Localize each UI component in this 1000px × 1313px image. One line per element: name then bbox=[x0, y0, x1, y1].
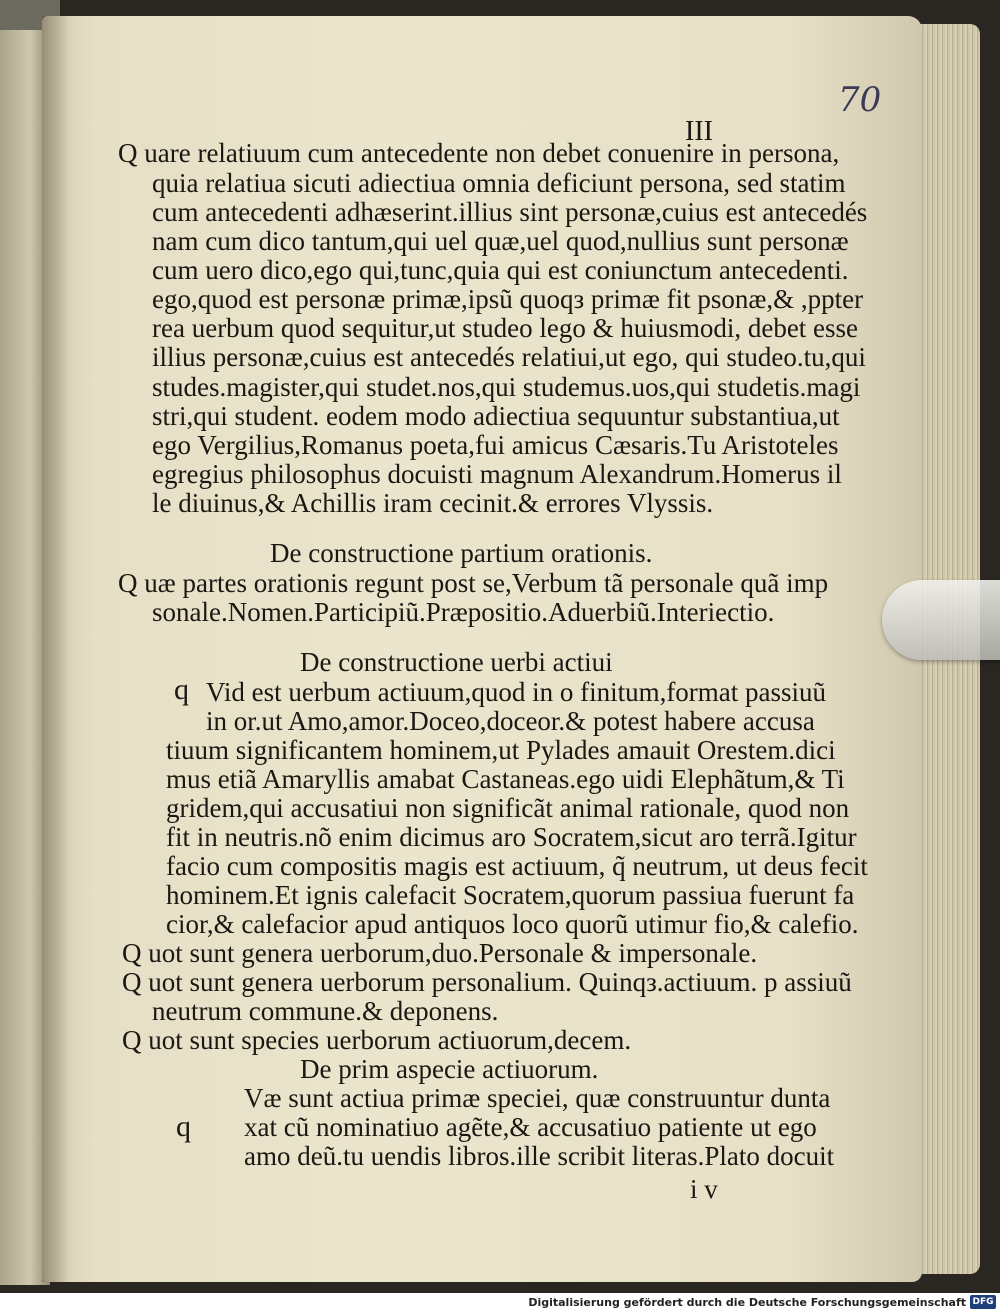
text-line: fit in neutris.nõ enim dicimus aro Socratem,sicut aro terrã.Igitur bbox=[166, 822, 857, 852]
text-line: Væ sunt actiua primæ speciei, quæ construuntur dunta bbox=[244, 1083, 831, 1113]
page-gutter-shadow bbox=[42, 16, 70, 1282]
text-line: egregius philosophus docuisti magnum Alexandrum.Homerus il bbox=[152, 459, 842, 489]
footer-bar bbox=[0, 1293, 1000, 1313]
section-heading: De prim aspecie actiuorum. bbox=[300, 1054, 599, 1084]
text-line: Q uæ partes orationis regunt post se,Verbum tã personale quã imp bbox=[118, 568, 829, 598]
text-line: tiuum significantem hominem,ut Pylades amauit Orestem.dici bbox=[166, 735, 836, 765]
manuscript-page-number: 70 bbox=[838, 80, 882, 120]
text-line: stri,qui student. eodem modo adiectiua sequuntur substantiua,ut bbox=[152, 401, 840, 431]
guide-letter: q bbox=[174, 673, 189, 706]
text-line: rea uerbum quod sequitur,ut studeo lego & huiusmodi, debet esse bbox=[152, 313, 859, 343]
text-line: amo deũ.tu uendis libros.ille scribit literas.Plato docuit bbox=[244, 1141, 835, 1171]
text-line: ego Vergilius,Romanus poeta,fui amicus Cæsaris.Tu Aristoteles bbox=[152, 430, 839, 460]
text-line: Q uot sunt species uerborum actiuorum,decem. bbox=[122, 1025, 632, 1055]
section-heading: De constructione uerbi actiui bbox=[300, 647, 613, 677]
text-line: sonale.Nomen.Participiũ.Præpositio.Aduerbiũ.Interiectio. bbox=[152, 597, 775, 627]
text-line: Vid est uerbum actiuum,quod in o finitum,format passiuũ bbox=[206, 677, 827, 707]
folio-number: III bbox=[685, 116, 713, 147]
text-line: xat cũ nominatiuo agẽte,& accusatiuo patiente ut ego bbox=[244, 1112, 817, 1142]
text-line: gridem,qui accusatiui non significãt animal rationale, quod non bbox=[166, 793, 850, 823]
text-line: studes.magister,qui studet.nos,qui studemus.uos,qui studetis.magi bbox=[152, 372, 861, 402]
text-line: ego,quod est personæ primæ,ipsũ quoqз primæ fit psonæ,& ,ppter bbox=[152, 284, 864, 314]
text-line: neutrum commune.& deponens. bbox=[152, 996, 499, 1026]
text-line: cum antecedenti adhæserint.illius sint personæ,cuius est antecedés bbox=[152, 197, 868, 227]
bookmark-clip bbox=[882, 580, 1000, 660]
text-line: facio cum compositis magis est actiuum, q̃ neutrum, ut deus fecit bbox=[166, 851, 868, 881]
text-line: quia relatiua sicuti adiectiua omnia deficiunt persona, sed statim bbox=[152, 168, 846, 198]
dfg-logo-icon: DFG bbox=[970, 1295, 996, 1309]
text-line: Q uare relatiuum cum antecedente non debet conuenire in persona, bbox=[118, 138, 840, 168]
signature-mark: i v bbox=[690, 1174, 718, 1204]
text-line: illius personæ,cuius est antecedés relatiui,ut ego, qui studeo.tu,qui bbox=[152, 342, 866, 372]
text-line: mus etiã Amaryllis amabat Castaneas.ego uidi Elephãtum,& Ti bbox=[166, 764, 845, 794]
section-heading: De constructione partium orationis. bbox=[270, 538, 653, 568]
text-line: cum uero dico,ego qui,tunc,quia qui est coniunctum antecedenti. bbox=[152, 255, 849, 285]
text-line: Q uot sunt genera uerborum personalium. Quinqз.actiuum. p assiuũ bbox=[122, 967, 852, 997]
text-line: le diuinus,& Achillis iram cecinit.& errores Vlyssis. bbox=[152, 488, 714, 518]
text-line: nam cum dico tantum,qui uel quæ,uel quod,nullius sunt personæ bbox=[152, 226, 849, 256]
text-line: cior,& calefacior apud antiquos loco quorũ utimur fio,& calefio. bbox=[166, 909, 859, 939]
text-line: hominem.Et ignis calefacit Socratem,quorum passiua fuerunt fa bbox=[166, 880, 855, 910]
guide-letter: q bbox=[176, 1110, 191, 1143]
text-line: Q uot sunt genera uerborum,duo.Personale & impersonale. bbox=[122, 938, 758, 968]
text-line: in or.ut Amo,amor.Doceo,doceor.& potest habere accusa bbox=[206, 706, 815, 736]
footer-credit: Digitalisierung gefördert durch die Deutsche Forschungsgemeinschaft bbox=[528, 1296, 966, 1309]
